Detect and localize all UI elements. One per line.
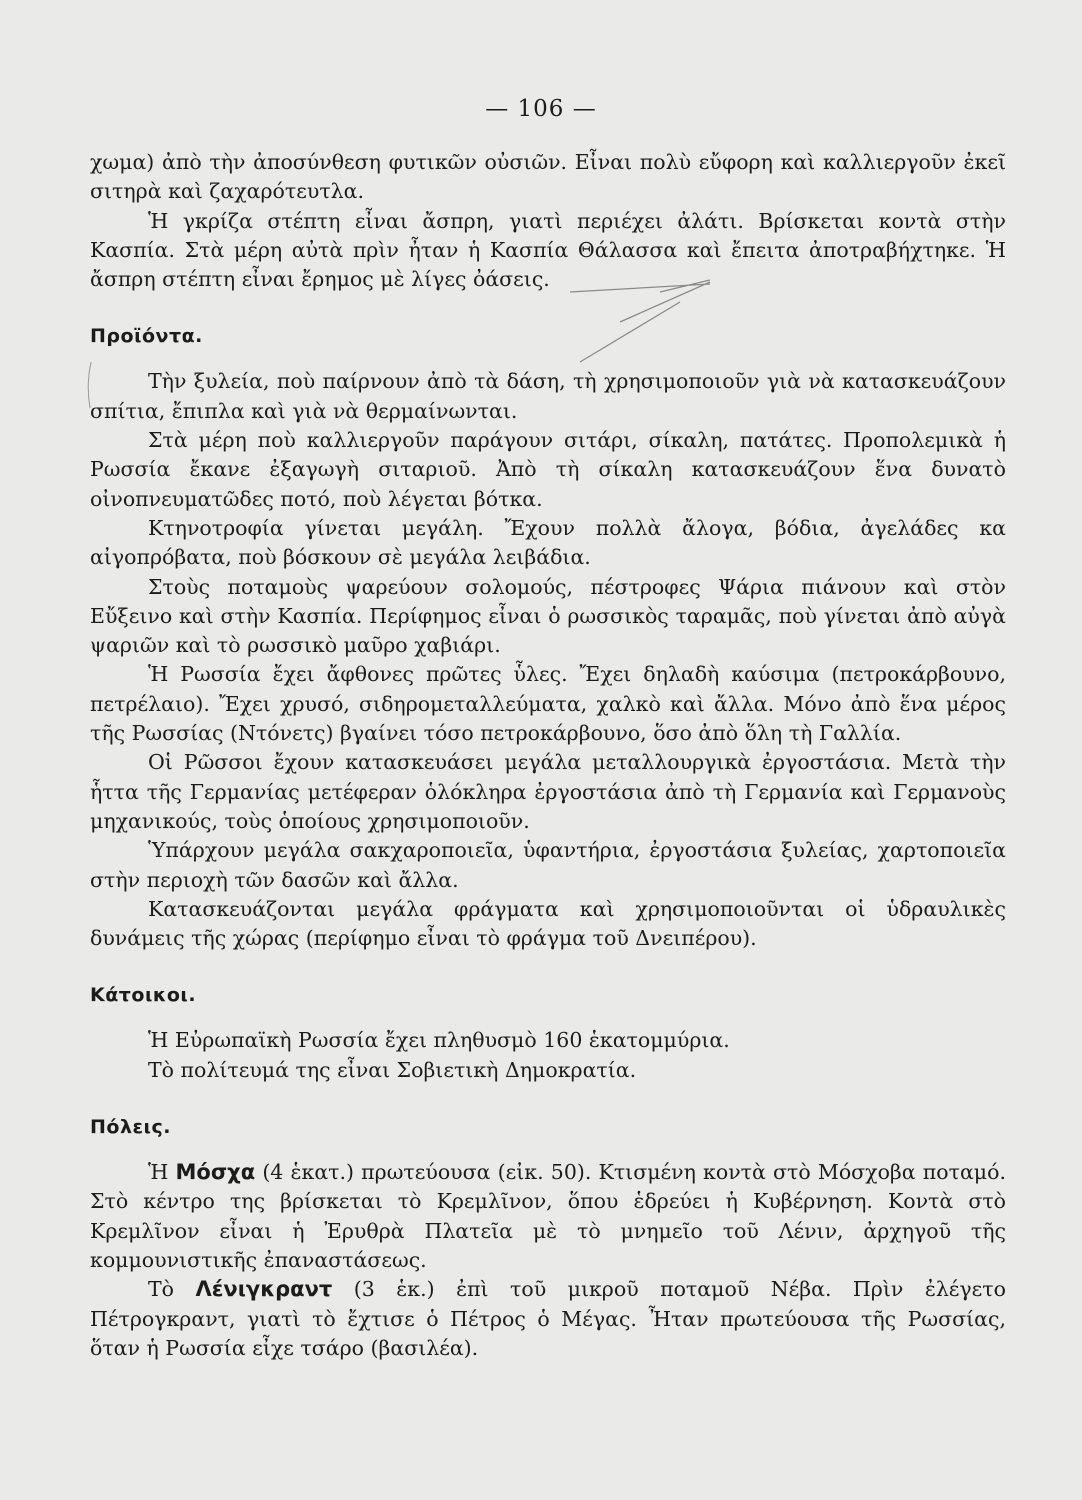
products-paragraph: Κτηνοτροφία γίνεται μεγάλη. Ἔχουν πολλὰ ἄλογα, βόδια, ἀγελάδες κα αἰγοπρόβατα, ποὺ βόσκουν σὲ μεγάλα λειβάδια. (90, 515, 1006, 570)
section-heading-inhabitants: Κάτοικοι. (90, 984, 197, 1007)
city-paragraph-leningrad (90, 1275, 1006, 1363)
city-lead: Τὸ (148, 1277, 175, 1302)
page-body (90, 148, 1006, 1363)
products-paragraph: Ὑπάρχουν μεγάλα σακχαροποιεῖα, ὑφαντήρια, ἐργοστάσια ξυλείας, χαρτοποιεῖα στὴν περιοχὴ τῶν δασῶν καὶ ἄλλα. (90, 838, 1006, 892)
products-paragraph: Κατασκευάζονται μεγάλα φράγματα καὶ χρησιμοποιοῦνται οἱ ὑδραυλικὲς δυνάμεις τῆς χώρας (περίφημο εἶναι τὸ φράγμα τοῦ Δνειπέρου). (90, 896, 1006, 951)
inhabitants-paragraph: Τὸ πολίτευμά της εἶναι Σοβιετικὴ Δημοκρατία. (148, 1057, 637, 1082)
city-text: (3 ἑκ.) ἐπὶ τοῦ μικροῦ ποταμοῦ Νέβα. Πρὶν ἐλέγετο Πέτρογκραντ, γιατὶ τὸ ἔχτισε ὁ Πέτρος ὁ Μέγας. Ἦταν πρωτεύουσα τῆς Ρωσσίας, ὅταν ἡ Ρωσσία εἶχε τσάρο (βασιλέα). (90, 1277, 1006, 1360)
page-number: — 106 — (485, 96, 597, 122)
city-name-leningrad: Λένιγκραντ (195, 1277, 333, 1302)
city-name-moscow: Μόσχα (175, 1160, 256, 1185)
products-paragraph: Στὰ μέρη ποὺ καλλιεργοῦν παράγουν σιτάρι, σίκαλη, πατάτες. Προπολεμικὰ ἡ Ρωσσία ἔκανε ἐξαγωγὴ σιταριοῦ. Ἀπὸ τὴ σίκαλη κατασκευάζουν ἕνα δυνατὸ οἰνοπνευματῶδες ποτό, ποὺ λέγεται βότκα. (90, 428, 1006, 511)
intro-paragraph: Ἡ γκρίζα στέπτη εἶναι ἄσπρη, γιατὶ περιέχει ἀλάτι. Βρίσκεται κοντὰ στὴν Κασπία. Στὰ μέρη αὐτὰ πρὶν ἦταν ἡ Κασπία Θάλασσα καὶ ἔπειτα ἀποτραβήχτηκε. Ἡ ἄσπρη στέπτη εἶναι ἔρημος μὲ λίγες ὀάσεις. (90, 208, 1006, 292)
products-paragraph: Τὴν ξυλεία, ποὺ παίρνουν ἀπὸ τὰ δάση, τὴ χρησιμοποιοῦν γιὰ νὰ κατασκευάζουν σπίτια, ἔπιπλα καὶ γιὰ νὰ θερμαίνωνται. (90, 369, 1006, 423)
products-paragraph: Ἡ Ρωσσία ἔχει ἄφθονες πρῶτες ὗλες. Ἔχει δηλαδὴ καύσιμα (πετροκάρβουνο, πετρέλαιο). Ἔχει χρυσό, σιδηρομεταλλεύματα, χαλκὸ καὶ ἄλλα. Μόνο ἀπὸ ἕνα μέρος τῆς Ρωσσίας (Ντόνετς) βγαίνει τόσο πετροκάρβουνο, ὅσο ἀπὸ ὅλη τὴ Γαλλία. (90, 662, 1006, 746)
inhabitants-paragraph: Ἡ Εὐρωπαϊκὴ Ρωσσία ἔχει πληθυσμὸ 160 ἑκατομμύρια. (148, 1028, 730, 1053)
intro-paragraph: χωμα) ἀπὸ τὴν ἀποσύνθεση φυτικῶν οὐσιῶν. Εἶναι πολὺ εὔφορη καὶ καλλιεργοῦν ἐκεῖ σιτηρὰ καὶ ζαχαρότευτλα. (90, 150, 1006, 204)
section-heading-products: Προϊόντα. (90, 325, 203, 348)
city-paragraph-moscow (90, 1158, 1006, 1275)
products-paragraph: Στοὺς ποταμοὺς ψαρεύουν σολομούς, πέστροφες Ψάρια πιάνουν καὶ στὸν Εὔξεινο καὶ στὴν Κασπία. Περίφημος εἶναι ὁ ρωσσικὸς ταραμᾶς, ποὺ γίνεται ἀπὸ αὐγὰ ψαριῶν καὶ τὸ ρωσσικὸ μαῦρο χαβιάρι. (90, 574, 1006, 658)
city-text: (4 ἑκατ.) πρωτεύουσα (εἰκ. 50). Κτισμένη κοντὰ στὸ Μόσχοβα ποταμό. Στὸ κέντρο της βρίσκεται τὸ Κρεμλῖνον, ὅπου ἑδρεύει ἡ Κυβέρνηση. Κοντὰ στὸ Κρεμλῖνον εἶναι ἡ Ἐρυθρὰ Πλατεῖα μὲ τὸ μνημεῖο τοῦ Λένιν, ἀρχηγοῦ τῆς κομμουνιστικῆς ἐπαναστάσεως. (90, 1160, 1006, 1272)
section-heading-cities: Πόλεις. (90, 1116, 171, 1139)
products-paragraph: Οἱ Ρῶσσοι ἔχουν κατασκευάσει μεγάλα μεταλλουργικὰ ἐργοστάσια. Μετὰ τὴν ἧττα τῆς Γερμανίας μετέφεραν ὁλόκληρα ἐργοστάσια ἀπὸ τὴ Γερμανία καὶ Γερμανοὺς μηχανικούς, τοὺς ὁποίους χρησιμοποιοῦν. (90, 750, 1006, 833)
city-lead: Ἡ (148, 1160, 169, 1185)
